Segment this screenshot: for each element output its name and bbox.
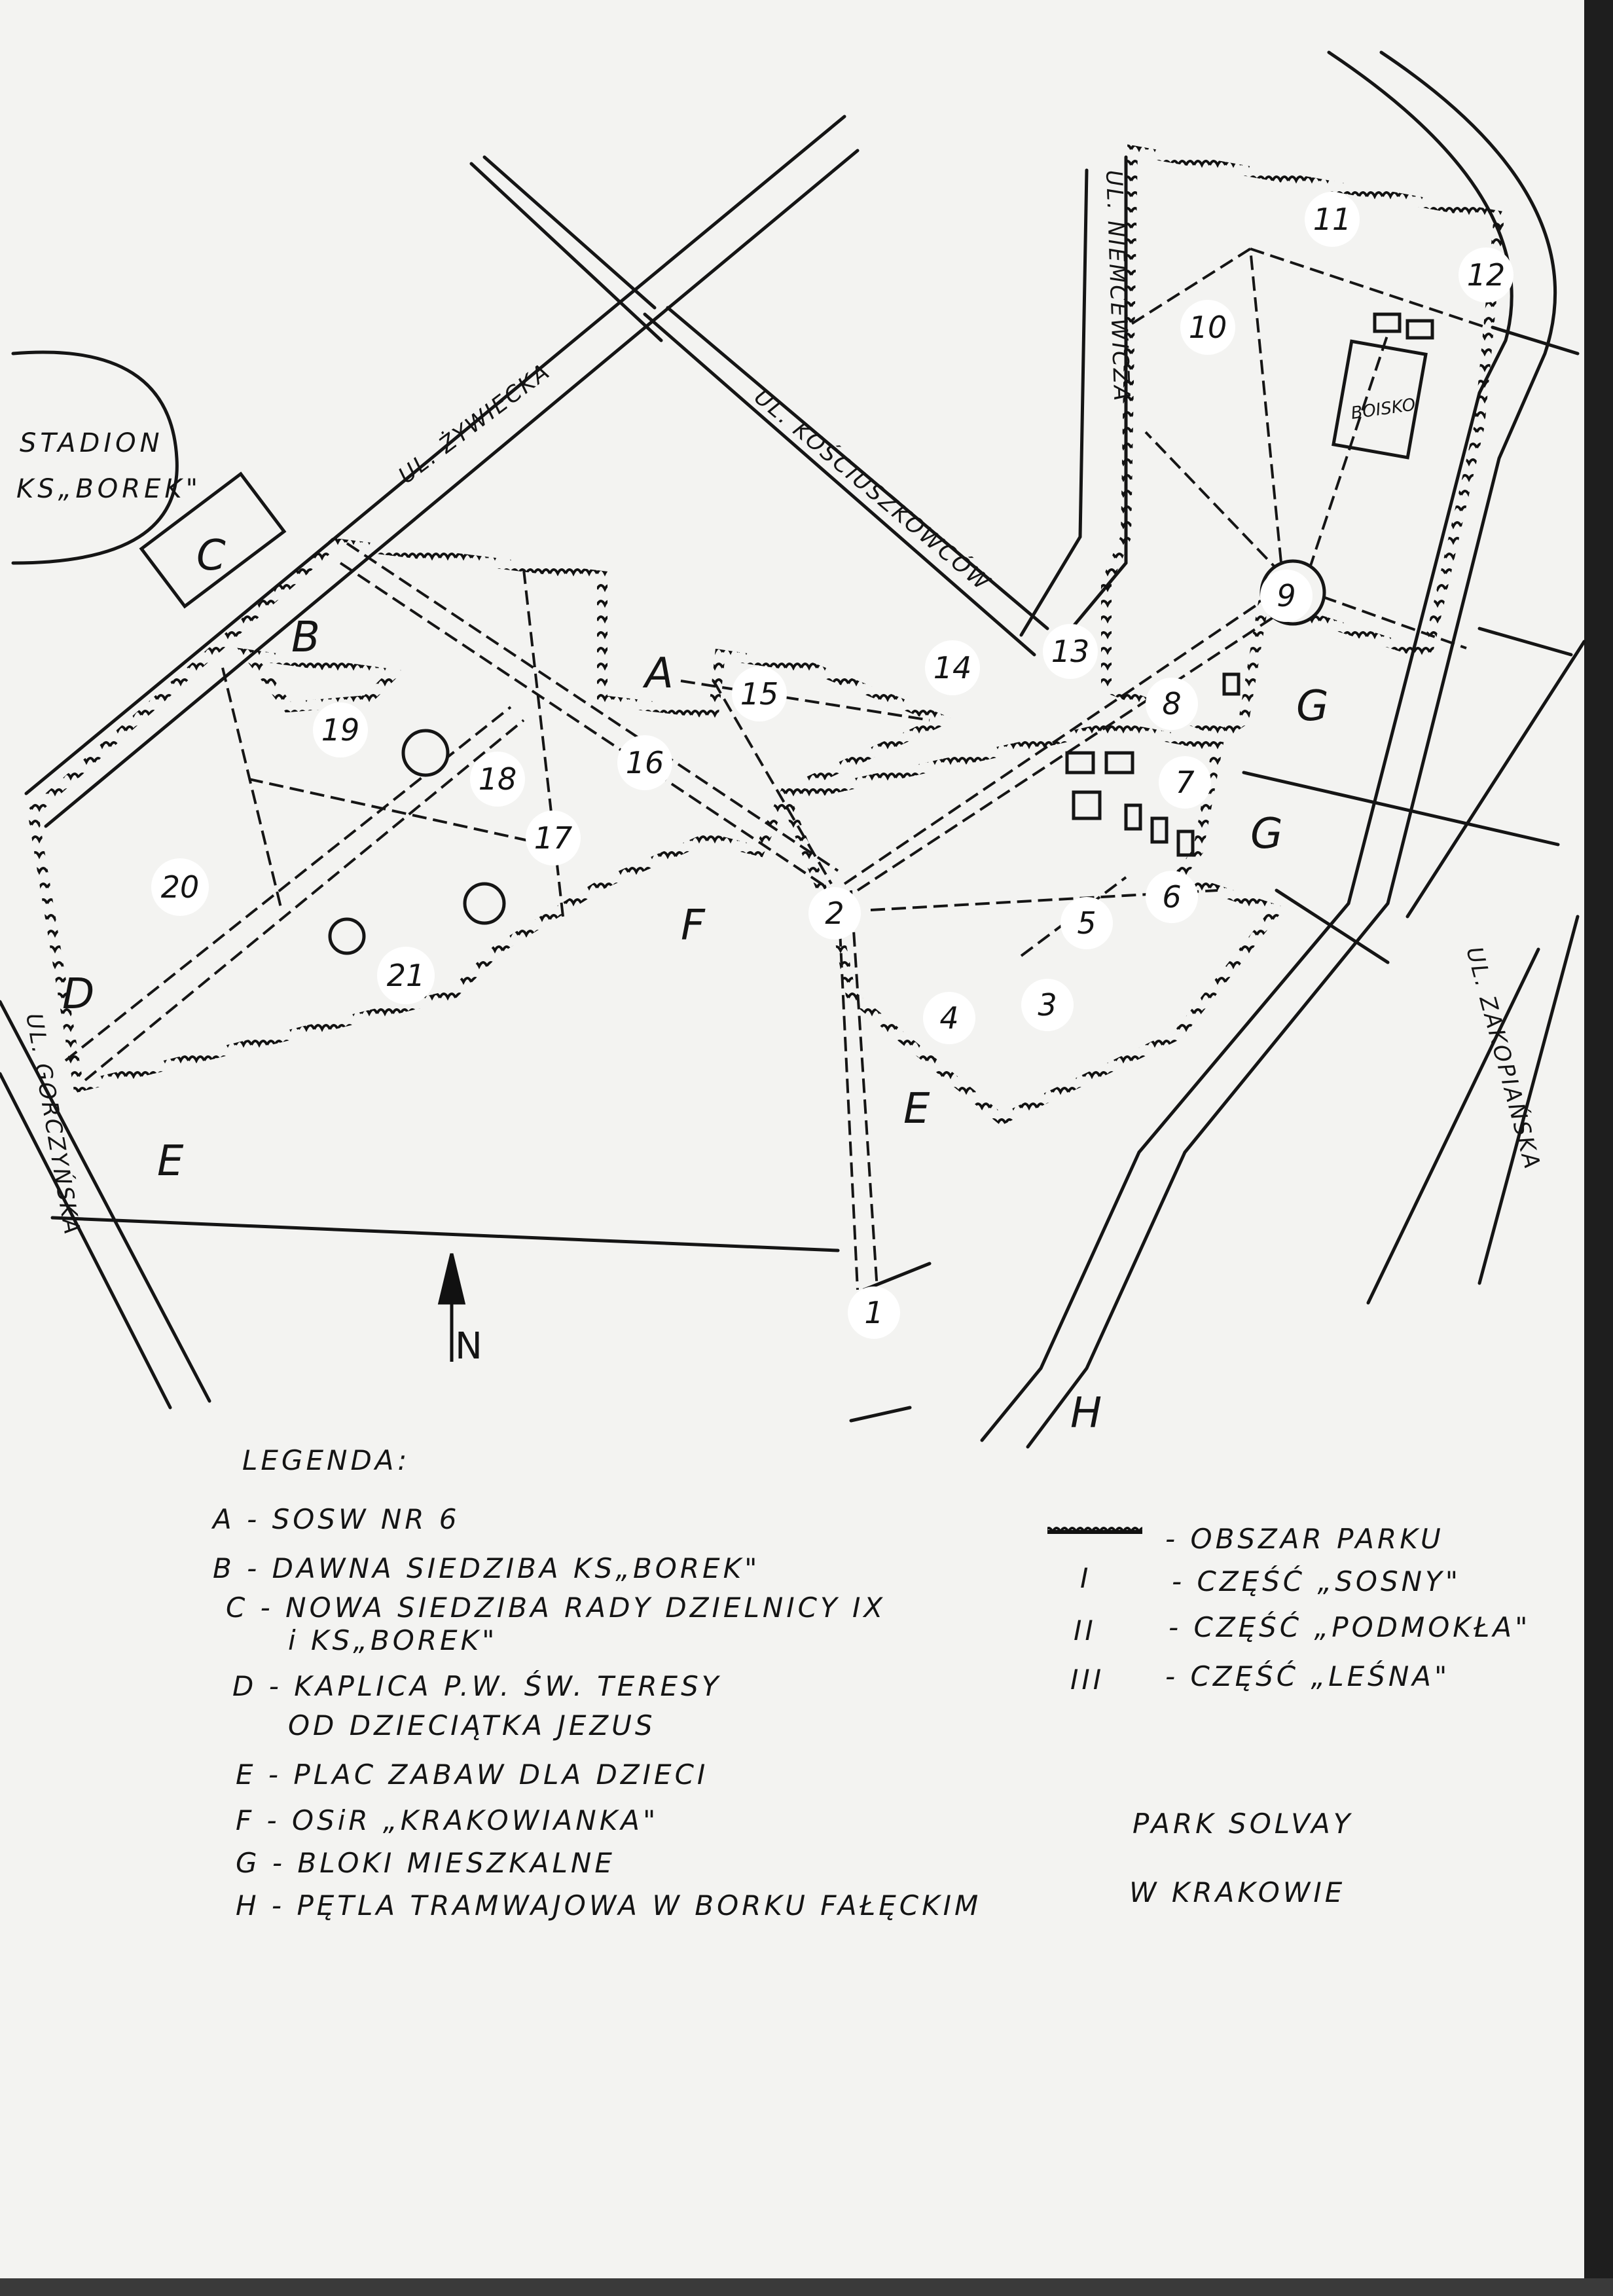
svg-text:I: I xyxy=(1080,1562,1092,1594)
scan-edge-bottom xyxy=(0,2278,1613,2296)
svg-text:- CZĘŚĆ „PODMOKŁA": - CZĘŚĆ „PODMOKŁA" xyxy=(1169,1611,1531,1643)
marker-15 xyxy=(732,666,787,721)
svg-text:5: 5 xyxy=(1077,905,1096,941)
path-node xyxy=(465,884,504,923)
marker-1 xyxy=(848,1286,900,1339)
svg-text:21: 21 xyxy=(386,958,426,993)
legend-entry: D - KAPLICA P.W. ŚW. TERESY xyxy=(232,1670,722,1702)
marker-21 xyxy=(377,947,435,1004)
legend-entry: C - NOWA SIEDZIBA RADY DZIELNICY IX xyxy=(226,1592,886,1624)
marker-4 xyxy=(923,992,975,1044)
svg-text:14: 14 xyxy=(933,650,972,685)
svg-text:20: 20 xyxy=(160,869,200,905)
street-label-zakopianska: UL. ZAKOPIAŃSKA xyxy=(1460,943,1546,1173)
svg-text:12: 12 xyxy=(1466,257,1506,293)
marker-13 xyxy=(1043,624,1098,679)
svg-text:16: 16 xyxy=(625,745,664,780)
street-label-gorczynska: UL. GORCZYŃSKA xyxy=(20,1011,86,1238)
svg-text:4: 4 xyxy=(939,1000,959,1036)
building-small xyxy=(1375,314,1400,331)
legend-symbol-lesna xyxy=(1070,1660,1450,1696)
map-title: W KRAKOWIE xyxy=(1129,1876,1346,1908)
area-d: D xyxy=(62,970,95,1019)
marker-8 xyxy=(1146,678,1198,730)
svg-text:2: 2 xyxy=(825,896,844,931)
svg-text:15: 15 xyxy=(740,676,779,712)
legend-symbol-podmokla xyxy=(1074,1611,1531,1647)
area-h: H xyxy=(1070,1389,1102,1438)
legend-entry: A - SOSW NR 6 xyxy=(213,1503,460,1535)
building-small xyxy=(1407,321,1432,338)
marker-6 xyxy=(1146,871,1198,923)
north-label: N xyxy=(455,1325,482,1368)
legend-entry: E - PLAC ZABAW DLA DZIECI xyxy=(236,1758,709,1791)
svg-text:7: 7 xyxy=(1175,765,1195,800)
svg-text:8: 8 xyxy=(1162,686,1182,721)
building-small xyxy=(1152,818,1167,842)
area-f: F xyxy=(681,902,705,950)
marker-17 xyxy=(526,811,581,866)
boisko-label: BOISKO xyxy=(1349,395,1417,424)
marker-12 xyxy=(1459,247,1513,302)
map-title: PARK SOLVAY xyxy=(1133,1808,1354,1840)
marker-9 xyxy=(1260,570,1313,622)
area-b: B xyxy=(291,613,320,662)
svg-text:III: III xyxy=(1070,1664,1105,1696)
area-g: G xyxy=(1296,682,1329,731)
marker-18 xyxy=(470,752,525,807)
marker-16 xyxy=(617,735,672,790)
park-area-outline xyxy=(33,151,1499,1120)
svg-text:11: 11 xyxy=(1313,202,1352,237)
svg-text:1: 1 xyxy=(864,1295,884,1330)
marker-2 xyxy=(808,887,861,939)
svg-text:17: 17 xyxy=(534,820,573,856)
svg-text:- CZĘŚĆ „LEŚNA": - CZĘŚĆ „LEŚNA" xyxy=(1165,1660,1451,1692)
legend xyxy=(211,1444,1531,1922)
legend-entry: i KS„BOREK" xyxy=(288,1624,498,1656)
svg-text:- CZĘŚĆ „SOSNY": - CZĘŚĆ „SOSNY" xyxy=(1172,1565,1462,1597)
street-label-niemcewicza: UL. NIEMCEWICZA xyxy=(1100,169,1135,403)
svg-text:10: 10 xyxy=(1188,310,1227,345)
street-label-kosciuszkowcow: UL. KOŚCIUSZKOWCÓW xyxy=(749,384,996,597)
area-e: E xyxy=(903,1085,930,1133)
svg-text:6: 6 xyxy=(1162,879,1182,915)
scan-edge-right xyxy=(1584,0,1613,2296)
svg-text:19: 19 xyxy=(321,712,360,748)
marker-7 xyxy=(1159,756,1211,809)
area-a: A xyxy=(645,649,674,698)
svg-text:9: 9 xyxy=(1277,578,1296,613)
marker-3 xyxy=(1021,979,1074,1031)
building-small xyxy=(1106,753,1133,773)
legend-symbol-park-area xyxy=(1047,1523,1444,1555)
marker-14 xyxy=(925,640,980,695)
path-node xyxy=(403,731,448,775)
marker-10 xyxy=(1180,300,1235,355)
svg-text:3: 3 xyxy=(1038,987,1057,1023)
street-label-zywiecka: UL. ŻYWIECKA xyxy=(393,357,556,490)
legend-heading: LEGENDA: xyxy=(242,1444,410,1476)
building-small xyxy=(1126,805,1140,829)
building-small xyxy=(1067,753,1093,773)
svg-text:- OBSZAR PARKU: - OBSZAR PARKU xyxy=(1165,1523,1444,1555)
marker-5 xyxy=(1060,897,1113,949)
stadium-label: KS„BOREK" xyxy=(16,474,202,504)
legend-entry: F - OSiR „KRAKOWIANKA" xyxy=(236,1804,659,1836)
legend-entry: OD DZIECIĄTKA JEZUS xyxy=(288,1709,656,1741)
stadium-label: STADION xyxy=(20,428,164,458)
svg-text:II: II xyxy=(1074,1614,1096,1647)
svg-text:18: 18 xyxy=(478,761,517,797)
marker-20 xyxy=(151,858,209,916)
marker-19 xyxy=(313,702,368,757)
legend-symbol-sosny xyxy=(1080,1562,1461,1597)
building-small xyxy=(1074,792,1100,818)
street-lines xyxy=(0,52,1584,1447)
area-c: C xyxy=(196,532,226,580)
legend-entry: B - DAWNA SIEDZIBA KS„BOREK" xyxy=(213,1552,761,1584)
building-small xyxy=(1224,674,1239,694)
legend-entry: G - BLOKI MIESZKALNE xyxy=(236,1847,615,1879)
legend-entry: H - PĘTLA TRAMWAJOWA W BORKU FAŁĘCKIM xyxy=(236,1889,982,1922)
marker-11 xyxy=(1305,192,1360,247)
svg-text:13: 13 xyxy=(1051,634,1090,669)
area-g: G xyxy=(1250,810,1283,858)
building-small xyxy=(1178,831,1193,855)
area-e: E xyxy=(157,1137,184,1186)
path-node xyxy=(330,919,364,953)
